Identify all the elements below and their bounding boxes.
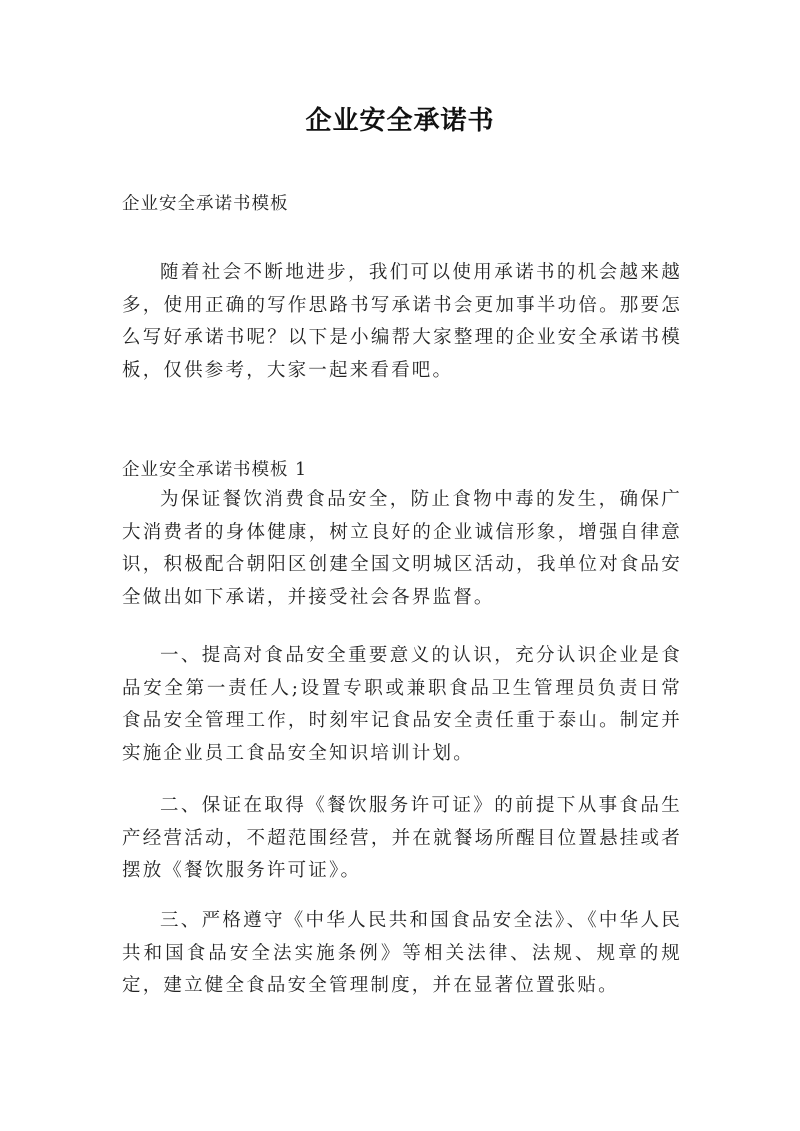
section-heading: 企业安全承诺书模板 1 [122,460,308,480]
body-paragraph-3: 二、保证在取得《餐饮服务许可证》的前提下从事食品生产经营活动，不超范围经营，并在就餐场所醒目位置悬挂或者摆放《餐饮服务许可证》。 [122,795,682,881]
body-paragraph-4: 三、严格遵守《中华人民共和国食品安全法》、《中华人民共和国食品安全法实施条例》等相关法律、法规、规章的规定，建立健全食品安全管理制度，并在显著位置张贴。 [122,910,682,996]
document-title: 企业安全承诺书 [305,106,495,136]
body-paragraph-2: 一、提高对食品安全重要意义的认识，充分认识企业是食品安全第一责任人;设置专职或兼职食品卫生管理员负责日常食品安全管理工作，时刻牢记食品安全责任重于泰山。制定并实施企业员工食品安全知识培训计划。 [122,645,682,764]
body-paragraph-1: 为保证餐饮消费食品安全，防止食物中毒的发生，确保广大消费者的身体健康，树立良好的企业诚信形象，增强自律意识，积极配合朝阳区创建全国文明城区活动，我单位对食品安全做出如下承诺，并接受社会各界监督。 [122,489,682,608]
intro-paragraph: 随着社会不断地进步，我们可以使用承诺书的机会越来越多，使用正确的写作思路书写承诺书会更加事半功倍。那要怎么写好承诺书呢？以下是小编帮大家整理的企业安全承诺书模板，仅供参考，大家一起来看看吧。 [122,262,682,381]
document-subtitle: 企业安全承诺书模板 [122,194,289,214]
